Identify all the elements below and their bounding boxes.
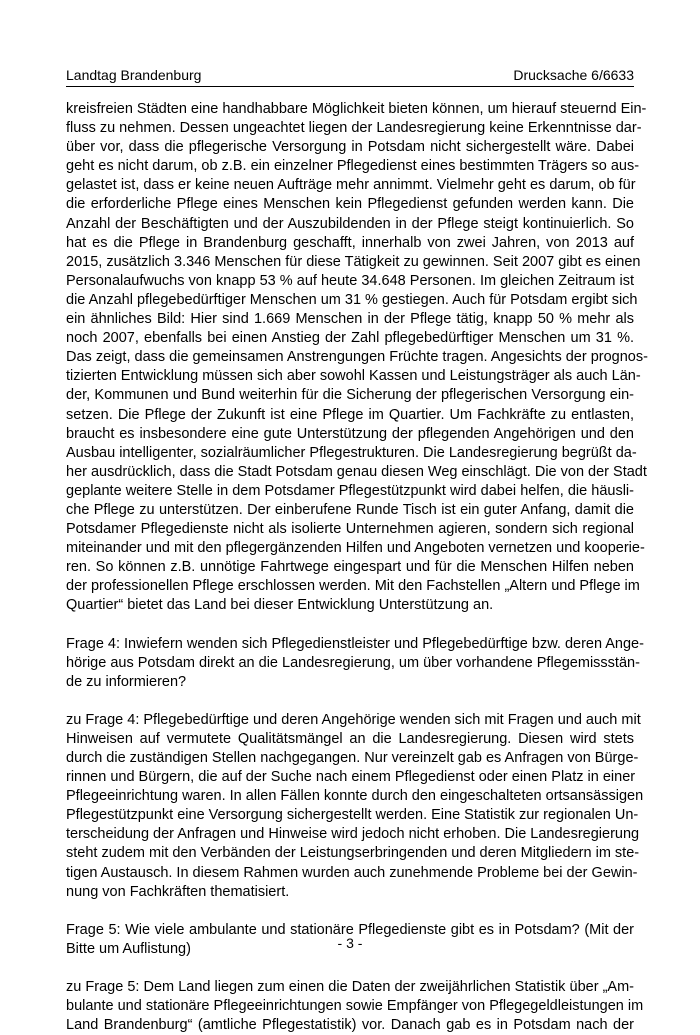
text-line: die erforderliche Pflege eines Menschen kein Pflegedienst gefunden werden kann. Die [66, 196, 634, 213]
text-line: geplante weitere Stelle in dem Potsdamer Pflegestützpunkt wird dabei helfen, die häusli- [66, 482, 634, 499]
text-line: braucht es insbesondere eine gute Unterstützung der pflegenden Angehörigen und den [66, 425, 634, 442]
document-body [66, 100, 648, 1035]
text-line: tizierten Entwicklung müssen sich aber sowohl Kassen und Leistungsträger als auch Län- [66, 368, 641, 385]
paragraph-gap [66, 959, 634, 978]
text-line: der, Kommunen und Bund weiterhin für die Sicherung der pflegerischen Versorgung ein- [66, 387, 634, 404]
text-line: Ausbau intelligenter, sozialräumlicher Pflegestrukturen. Die Landesregierung begrüßt da- [66, 444, 637, 461]
paragraph-gap [66, 902, 634, 921]
text-line: steht zudem mit den Verbänden der Leistungserbringenden und deren Mitgliedern im ste- [66, 845, 640, 862]
text-line: Personalaufwuchs von knapp 53 % auf heute 34.648 Personen. Im gleichen Zeitraum ist [66, 272, 634, 289]
text-line: her ausdrücklich, dass die Stadt Potsdam genau diesen Weg einschlägt. Die von der Stadt [66, 463, 647, 480]
text-line: Frage 4: Inwiefern wenden sich Pflegedienstleister und Pflegebedürftige bzw. deren Ange- [66, 635, 644, 652]
text-line: 2015, zusätzlich 3.346 Menschen für diese Tätigkeit zu gewinnen. Seit 2007 gibt es einen [66, 253, 641, 270]
paragraph-p3 [66, 711, 644, 902]
text-line: der professionellen Pflege erschlossen werden. Mit den Fachstellen „Altern und Pflege im [66, 578, 640, 595]
page-header [66, 66, 634, 87]
header-publisher: Landtag Brandenburg [66, 67, 202, 83]
text-line: miteinander und mit den pflegergänzenden Hilfen und Angeboten vernetzen und kooperie- [66, 540, 645, 557]
text-line: hat es die Pflege in Brandenburg geschafft, innerhalb von zwei Jahren, von 2013 auf [66, 234, 634, 251]
paragraph-p5 [66, 978, 644, 1035]
paragraph-gap [66, 616, 634, 635]
paragraph-p1 [66, 100, 648, 616]
text-line: durch die zuständigen Stellen nachgegangen. Nur vereinzelt gab es Anfragen von Bürge- [66, 750, 639, 766]
paragraph-gap [66, 692, 634, 711]
text-line: fluss zu nehmen. Dessen ungeachtet liegen der Landesregierung keine Erkenntnisse dar- [66, 120, 642, 137]
text-line: bulante und stationäre Pflegeeinrichtungen sowie Empfänger von Pflegegeldleistungen im [66, 998, 644, 1015]
text-line: tigen Austausch. In diesem Rahmen wurden auch zunehmende Probleme bei der Gewin- [66, 864, 638, 881]
paragraph-p2 [66, 635, 644, 692]
text-line: Anzahl der Beschäftigten und der Auszubildenden in der Pflege steigt kontinuierlich. So [66, 215, 634, 232]
text-line: rinnen und Bürgern, die auf der Suche nach einem Pflegedienst oder einen Platz in einer [66, 769, 636, 786]
text-line: hörige aus Potsdam direkt an die Landesregierung, um über vorhandene Pflegemissstän- [66, 654, 640, 671]
text-line: Das zeigt, dass die gemeinsamen Anstrengungen Früchte tragen. Angesichts der prognos- [66, 349, 648, 366]
text-line: ein ähnliches Bild: Hier sind 1.669 Menschen in der Pflege tätig, knapp 50 % mehr als [66, 311, 634, 328]
text-line: Frage 5: Wie viele ambulante und stationäre Pflegedienste gibt es in Potsdam? (Mit der [66, 921, 634, 938]
text-line: noch 2007, ebenfalls bei einen Anstieg der Zahl pflegebedürftiger Menschen um 31 %. [66, 330, 634, 347]
text-line: Pflegestützpunkt eine Versorgung sichergestellt werden. Eine Statistik zur regionalen Un- [66, 807, 639, 824]
text-line: Hinweisen auf vermutete Qualitätsmängel an die Landesregierung. Diesen wird stets [66, 730, 634, 747]
text-line: kreisfreien Städten eine handhabbare Möglichkeit bieten können, um hierauf steuernd Ein- [66, 101, 647, 117]
text-line: che Pflege zu unterstützen. Der einberufene Runde Tisch ist ein guter Anfang, damit die [66, 501, 634, 518]
text-line: über vor, dass die pflegerische Versorgung in Potsdam nicht sichergestellt wäre. Dabei [66, 139, 634, 156]
text-line: nung von Fachkräften thematisiert. [66, 883, 290, 900]
text-line: de zu informieren? [66, 673, 187, 690]
text-line: ren. So können z.B. unnötige Fahrtwege eingespart und für die Menschen Hilfen neben [66, 559, 634, 576]
text-line: Potsdamer Pflegedienste nicht als isolierte Unternehmen agieren, sondern sich regional [66, 521, 634, 538]
text-line: zu Frage 5: Dem Land liegen zum einen die Daten der zweijährlichen Statistik über „Am- [66, 978, 634, 995]
text-line: gelastet ist, dass er keine neuen Aufträge mehr annimmt. Vielmehr geht es darum, ob für [66, 177, 636, 194]
text-line: Bitte um Auflistung) [66, 940, 191, 957]
text-line: setzen. Die Pflege der Zukunft ist eine Pflege im Quartier. Um Fachkräfte zu entlasten, [66, 406, 634, 423]
text-line: Land Brandenburg“ (amtliche Pflegestatistik) vor. Danach gab es in Potsdam nach der [66, 1017, 634, 1034]
text-line: geht es nicht darum, ob z.B. ein einzelner Pflegedienst eines bestimmten Trägers so aus- [66, 158, 640, 175]
header-document-number: Drucksache 6/6633 [513, 67, 634, 83]
text-line: Pflegeeinrichtung waren. In allen Fällen konnte durch den eingeschalteten ortsansässigen [66, 788, 644, 805]
text-line: zu Frage 4: Pflegebedürftige und deren Angehörige wenden sich mit Fragen und auch mit [66, 711, 641, 728]
text-line: Quartier“ bietet das Land bei dieser Entwicklung Unterstützung an. [66, 597, 494, 614]
page-number: - 3 - [337, 935, 363, 951]
text-line: die Anzahl pflegebedürftiger Menschen um 31 % gestiegen. Auch für Potsdam ergibt sich [66, 291, 638, 308]
text-line: terscheidung der Anfragen und Hinweise wird jedoch nicht erhoben. Die Landesregierung [66, 826, 640, 843]
